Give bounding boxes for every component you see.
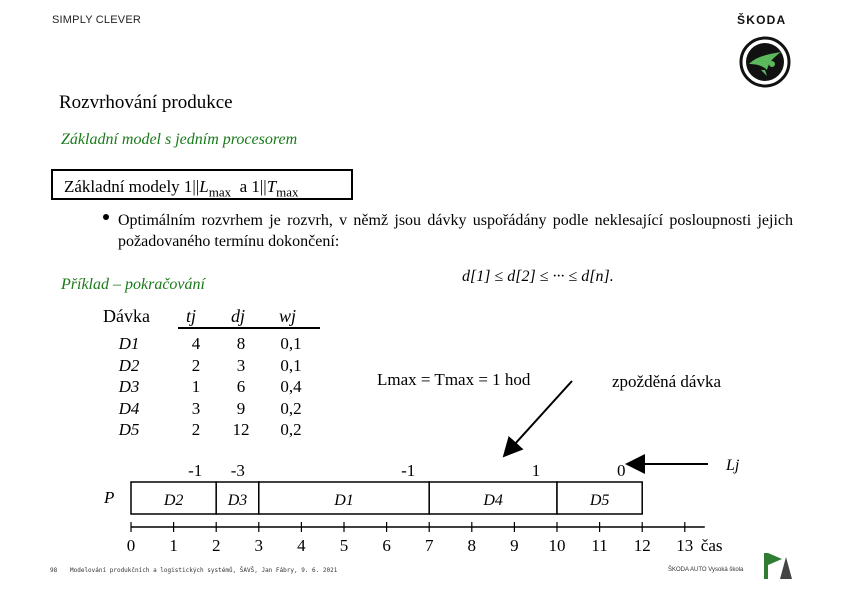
table-cell-name: D2 xyxy=(118,355,140,375)
gantt-axis-tick-label: 0 xyxy=(126,536,136,555)
gantt-lateness-label: 1 xyxy=(531,461,541,480)
gantt-axis-tick-label: 9 xyxy=(510,536,519,555)
gantt-axis-tick-label: 6 xyxy=(382,536,391,555)
page-title: Rozvrhování produkce xyxy=(59,92,233,113)
gantt-axis-tick-label: 3 xyxy=(254,536,264,555)
table-cell-w: 0,1 xyxy=(280,355,302,375)
brand-wordmark: ŠKODA xyxy=(737,13,787,27)
lj-label: Lj xyxy=(726,457,740,474)
table-cell-name: D5 xyxy=(118,420,140,439)
gantt-axis-tick-label: 11 xyxy=(591,536,608,555)
table-cell-w: 0,2 xyxy=(280,398,302,418)
model-box-tmax-sub: max xyxy=(276,184,299,200)
table-cell-name: D4 xyxy=(118,398,140,418)
delayed-arrow xyxy=(504,381,572,456)
table-header-t: tj xyxy=(186,306,197,326)
table-cell-name: D3 xyxy=(118,377,140,396)
model-box-lmax: L xyxy=(199,177,209,196)
gantt-axis-tick-label: 5 xyxy=(339,536,349,555)
gantt-bar-label: D5 xyxy=(589,492,610,509)
footer-page-number: 98 xyxy=(50,567,58,574)
gantt-axis-tick-label: 10 xyxy=(548,536,566,555)
table-cell-w: 0,2 xyxy=(280,420,302,439)
model-box-lmax-sub: max xyxy=(208,184,232,200)
table-cell-name: D1 xyxy=(118,334,140,353)
table-cell-w: 0,4 xyxy=(280,377,302,396)
gantt-axis-tick-label: 8 xyxy=(467,536,477,555)
model-box-prefix: Základní modely 1|| xyxy=(64,177,200,196)
gantt-bar-label: D2 xyxy=(163,492,184,509)
gantt-lateness-label: -1 xyxy=(401,461,416,480)
gantt-axis-tick-label: 2 xyxy=(211,536,221,555)
sequence-formula: d[1] ≤ d[2] ≤ ··· ≤ d[n]. xyxy=(462,268,614,285)
gantt-axis-tick-label: 4 xyxy=(297,536,306,555)
gantt-lateness-label: -1 xyxy=(188,461,203,480)
table-header-batch: Dávka xyxy=(103,306,150,326)
gantt-row-label: P xyxy=(104,488,115,507)
gantt-axis-tick-label: 12 xyxy=(633,536,651,555)
table-cell-d: 8 xyxy=(236,334,246,353)
gantt-lateness-label: 0 xyxy=(616,461,626,480)
gantt-bar-label: D3 xyxy=(227,492,248,509)
gantt-axis-tick-label: 1 xyxy=(169,536,178,555)
footer-text: Modelování produkčních a logistických systémů, ŠAVŠ, Jan Fábry, 9. 6. 2021 xyxy=(70,567,338,574)
gantt-axis-tick-label: 13 xyxy=(676,536,694,555)
page-subtitle: Základní model s jedním procesorem xyxy=(61,131,298,148)
table-header-w: wj xyxy=(279,306,297,326)
table-cell-t: 1 xyxy=(191,377,201,396)
table-cell-t: 2 xyxy=(191,355,201,375)
table-cell-t: 4 xyxy=(191,334,201,353)
table-cell-d: 6 xyxy=(236,377,246,396)
table-cell-d: 3 xyxy=(236,355,246,375)
tagline: SIMPLY CLEVER xyxy=(52,14,142,26)
table-cell-w: 0,1 xyxy=(280,334,302,353)
gantt-bar-label: D4 xyxy=(483,492,503,509)
table-cell-d: 9 xyxy=(236,398,246,418)
delayed-batch-label: zpožděná dávka xyxy=(612,372,722,391)
table-cell-d: 12 xyxy=(232,420,250,439)
table-cell-t: 3 xyxy=(191,398,201,418)
gantt-axis-unit: čas xyxy=(700,536,723,555)
model-box-tmax: T xyxy=(266,177,277,196)
gantt-axis-tick-label: 7 xyxy=(424,536,434,555)
footer-brand: ŠKODA AUTO Vysoká škola xyxy=(668,567,744,573)
lmax-tmax-formula: Lmax = Tmax = 1 hod xyxy=(377,370,531,389)
school-logo-icon xyxy=(762,549,794,581)
table-header-d: dj xyxy=(231,306,246,326)
gantt-bar-label: D1 xyxy=(334,492,354,509)
model-box-middle: a 1|| xyxy=(239,177,267,196)
bullet-text: Optimálním rozvrhem je rozvrh, v němž jsou dávky uspořádány podle neklesající posloupnosti jejich požadovaného termínu dokončení: xyxy=(118,212,793,250)
gantt-lateness-label: -3 xyxy=(230,461,245,480)
example-label: Příklad – pokračování xyxy=(61,276,205,293)
table-cell-t: 2 xyxy=(191,420,201,439)
